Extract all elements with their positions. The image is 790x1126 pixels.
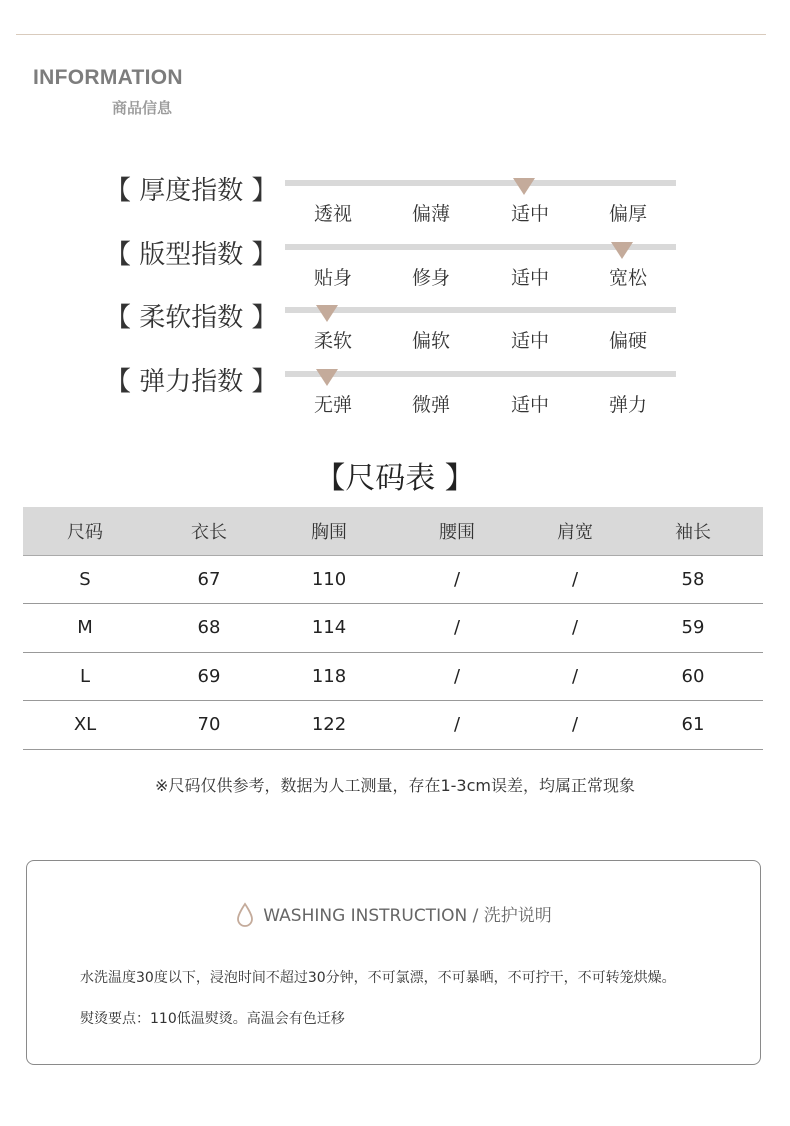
table-cell: / [387, 701, 527, 750]
table-cell: XL [23, 701, 147, 750]
table-cell: M [23, 604, 147, 653]
table-cell: / [387, 555, 527, 604]
column-header: 胸围 [271, 507, 387, 555]
index-option: 无弹 [313, 394, 352, 416]
table-cell: 58 [623, 555, 763, 604]
index-option: 偏软 [411, 330, 450, 352]
size-chart-title: 【尺码表 】 [315, 461, 475, 496]
table-cell: 61 [623, 701, 763, 750]
index-bar [285, 307, 676, 313]
index-option: 适中 [510, 267, 549, 289]
index-marker [316, 369, 338, 386]
index-bar [285, 180, 676, 186]
table-row [23, 701, 763, 750]
water-drop-icon [235, 902, 255, 928]
washing-title: WASHING INSTRUCTION / 洗护说明 [263, 906, 552, 926]
table-cell: / [387, 604, 527, 653]
index-option: 柔软 [313, 330, 352, 352]
index-row-elasticity [0, 361, 790, 421]
table-header-row [23, 507, 763, 555]
section-subtitle: 商品信息 [112, 99, 173, 117]
table-row [23, 652, 763, 701]
table-cell: 60 [623, 652, 763, 701]
top-divider [16, 34, 766, 35]
table-row [23, 555, 763, 604]
column-header: 袖长 [623, 507, 763, 555]
index-bar [285, 371, 676, 377]
index-option: 宽松 [608, 267, 647, 289]
index-marker [316, 305, 338, 322]
table-cell: / [527, 604, 623, 653]
index-label: 【 版型指数 】 [105, 240, 278, 270]
table-cell: / [527, 701, 623, 750]
table-cell: L [23, 652, 147, 701]
index-marker [611, 242, 633, 259]
index-option: 贴身 [313, 267, 352, 289]
washing-instruction-box [26, 860, 761, 1065]
table-cell: 110 [271, 555, 387, 604]
table-cell: 114 [271, 604, 387, 653]
column-header: 腰围 [387, 507, 527, 555]
index-label: 【 弹力指数 】 [105, 367, 278, 397]
index-marker [513, 178, 535, 195]
column-header: 衣长 [147, 507, 271, 555]
table-cell: S [23, 555, 147, 604]
section-title: INFORMATION [33, 66, 183, 89]
size-table [23, 507, 763, 750]
index-option: 透视 [313, 203, 352, 225]
table-cell: 69 [147, 652, 271, 701]
washing-header [27, 901, 760, 928]
index-option: 弹力 [608, 394, 647, 416]
ironing-text-line: 熨烫要点：110低温熨烫。高温会有色迁移 [80, 1011, 345, 1027]
index-label: 【 柔软指数 】 [105, 303, 278, 333]
index-option: 偏薄 [411, 203, 450, 225]
index-option: 偏硬 [608, 330, 647, 352]
column-header: 尺码 [23, 507, 147, 555]
index-label: 【 厚度指数 】 [105, 176, 278, 206]
index-option: 适中 [510, 394, 549, 416]
index-row-softness [0, 297, 790, 357]
table-cell: / [387, 652, 527, 701]
index-row-thickness [0, 170, 790, 230]
table-cell: 67 [147, 555, 271, 604]
index-option: 适中 [510, 203, 549, 225]
index-option: 微弹 [411, 394, 450, 416]
table-cell: 59 [623, 604, 763, 653]
washing-text-line: 水洗温度30度以下，浸泡时间不超过30分钟，不可氯漂，不可暴晒，不可拧干，不可转笼烘燥。 [80, 970, 676, 986]
index-row-fit [0, 234, 790, 294]
table-cell: 70 [147, 701, 271, 750]
size-note: ※尺码仅供参考，数据为人工测量，存在1-3cm误差，均属正常现象 [155, 776, 635, 795]
table-cell: 118 [271, 652, 387, 701]
table-cell: 68 [147, 604, 271, 653]
index-option: 适中 [510, 330, 549, 352]
column-header: 肩宽 [527, 507, 623, 555]
index-option: 修身 [411, 267, 450, 289]
table-cell: 122 [271, 701, 387, 750]
table-cell: / [527, 555, 623, 604]
index-option: 偏厚 [608, 203, 647, 225]
table-cell: / [527, 652, 623, 701]
table-row [23, 604, 763, 653]
